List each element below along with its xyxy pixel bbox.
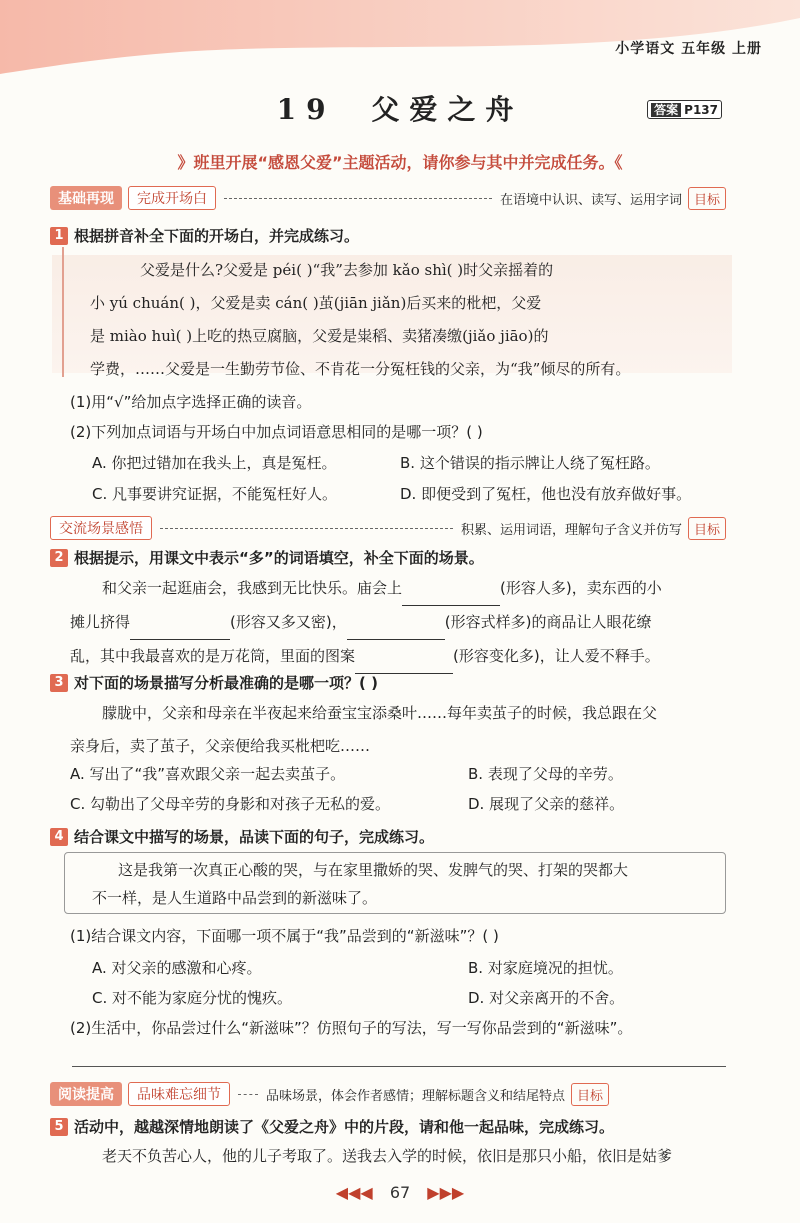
quote-line: 这是我第一次真正心酸的哭，与在家里撒娇的哭、发脾气的哭、打架的哭都大 bbox=[118, 861, 629, 879]
sub-question: (2)生活中，你品尝过什么“新滋味”？仿照句子的写法，写一写你品尝到的“新滋味”。 bbox=[70, 1019, 633, 1037]
divider bbox=[160, 528, 453, 529]
opening-passage bbox=[90, 254, 710, 386]
sub-question: (1)用“√”给加点字选择正确的读音。 bbox=[70, 393, 312, 411]
question-text: 结合课文中描写的场景，品读下面的句子，完成练习。 bbox=[74, 828, 435, 846]
section-tag: 阅读提高 bbox=[50, 1082, 122, 1106]
text-fragment: (形容又多又密)， bbox=[230, 613, 347, 631]
next-arrows: ▶▶▶ bbox=[427, 1183, 465, 1202]
question-number: 3 bbox=[50, 674, 68, 692]
option-c[interactable]: C. 对不能为家庭分忧的愧疚。 bbox=[92, 989, 293, 1007]
text-fragment: 和父亲一起逛庙会，我感到无比快乐。庙会上 bbox=[102, 579, 403, 597]
sub-question: (2)下列加点词语与开场白中加点词语意思相同的是哪一项？( ) bbox=[70, 423, 483, 441]
section-tag: 交流场景感悟 bbox=[50, 516, 152, 540]
question-2 bbox=[50, 547, 484, 568]
question-number: 4 bbox=[50, 828, 68, 846]
blank[interactable] bbox=[355, 640, 453, 674]
section-sub: 品味难忘细节 bbox=[128, 1082, 230, 1106]
option-c[interactable]: C. 凡事要讲究证据，不能冤枉好人。 bbox=[92, 485, 338, 503]
blank[interactable] bbox=[130, 606, 230, 640]
passage-line: 父爱是什么?父爱是 péi( )“我”去参加 kǎo shì( )时父亲摇着的 bbox=[140, 261, 554, 279]
question-text: 活动中，越越深情地朗读了《父爱之舟》中的片段，请和他一起品味，完成练习。 bbox=[74, 1118, 615, 1136]
quote-text bbox=[80, 856, 710, 912]
passage-line: 小 yú chuán( )，父爱是卖 cán( )茧(jiān jiǎn)后买来的枇杷，父爱 bbox=[90, 294, 542, 312]
answer-page: P137 bbox=[684, 103, 718, 117]
page-number: 67 bbox=[389, 1183, 411, 1202]
blank[interactable] bbox=[402, 572, 500, 606]
text-fragment: (形容人多)，卖东西的小 bbox=[500, 579, 662, 597]
section-tag: 基础再现 bbox=[50, 186, 122, 210]
text-fragment: 乱，其中我最喜欢的是万花筒，里面的图案 bbox=[70, 647, 356, 665]
blank[interactable] bbox=[347, 606, 445, 640]
lesson-name: 父爱之舟 bbox=[371, 93, 524, 126]
section-goal: 积累、运用词语，理解句子含义并仿写 bbox=[460, 522, 682, 538]
option-d[interactable]: D. 对父亲离开的不舍。 bbox=[468, 989, 625, 1007]
option-b[interactable]: B. 表现了父母的辛劳。 bbox=[468, 765, 623, 783]
goal-tag: 目标 bbox=[688, 187, 726, 210]
text-fragment: (形容变化多)，让人爱不释手。 bbox=[453, 647, 660, 665]
quote-line: 不一样，是人生道路中品尝到的新滋味了。 bbox=[92, 889, 378, 907]
question-text: 对下面的场景描写分析最准确的是哪一项？( ) bbox=[74, 674, 378, 692]
section-header-1 bbox=[50, 186, 726, 210]
sub-question: (1)结合课文内容，下面哪一项不属于“我”品尝到的“新滋味”？( ) bbox=[70, 927, 499, 945]
question-number: 1 bbox=[50, 227, 68, 245]
answer-badge bbox=[647, 100, 722, 119]
divider bbox=[224, 198, 492, 199]
prev-arrows: ◀◀◀ bbox=[335, 1183, 373, 1202]
question-1 bbox=[50, 225, 359, 246]
answer-label: 答案 bbox=[651, 103, 681, 117]
scene-passage bbox=[70, 697, 730, 763]
question-text: 根据提示，用课文中表示“多”的词语填空，补全下面的场景。 bbox=[74, 549, 484, 567]
lesson-number: 19 bbox=[276, 93, 336, 126]
passage-line: 亲身后，卖了茧子，父亲便给我买枇杷吃…… bbox=[70, 737, 371, 755]
passage-line: 老天不负苦心人，他的儿子考取了。送我去入学的时候，依旧是那只小船，依旧是姑爹 bbox=[102, 1147, 673, 1165]
text-fragment: (形容式样多)的商品让人眼花缭 bbox=[444, 613, 652, 631]
book-label: 小学语文 五年级 上册 bbox=[615, 41, 762, 57]
option-d[interactable]: D. 即便受到了冤枉，他也没有放弃做好事。 bbox=[400, 485, 692, 503]
option-a[interactable]: A. 你把过错加在我头上，真是冤枉。 bbox=[92, 454, 337, 472]
passage-line: 朦胧中，父亲和母亲在半夜起来给蚕宝宝添桑叶……每年卖茧子的时候，我总跟在父 bbox=[102, 704, 658, 722]
section-goal: 在语境中认识、读写、运用字词 bbox=[499, 192, 682, 208]
question-number: 5 bbox=[50, 1118, 68, 1136]
passage-line: 是 miào huì( )上吃的热豆腐脑，父爱是粜稻、卖猪凑缴(jiǎo jiāo)的 bbox=[90, 327, 549, 345]
question-number: 2 bbox=[50, 549, 68, 567]
option-a[interactable]: A. 写出了“我”喜欢跟父亲一起去卖茧子。 bbox=[70, 765, 346, 783]
section-goal: 品味场景，体会作者感情；理解标题含义和结尾特点 bbox=[266, 1088, 566, 1104]
option-a[interactable]: A. 对父亲的感激和心疼。 bbox=[92, 959, 262, 977]
question-4 bbox=[50, 826, 434, 847]
goal-tag: 目标 bbox=[688, 517, 726, 540]
question-3 bbox=[50, 672, 378, 693]
text-fragment: 摊儿挤得 bbox=[70, 613, 131, 631]
option-b[interactable]: B. 这个错误的指示牌让人绕了冤枉路。 bbox=[400, 454, 660, 472]
answer-line[interactable] bbox=[72, 1066, 726, 1067]
fill-passage bbox=[70, 572, 730, 674]
section-header-3 bbox=[50, 1082, 726, 1106]
option-b[interactable]: B. 对家庭境况的担忧。 bbox=[468, 959, 623, 977]
option-c[interactable]: C. 勾勒出了父母辛劳的身影和对孩子无私的爱。 bbox=[70, 795, 391, 813]
passage-line: 学费，……父爱是一生勤劳节俭、不肯花一分冤枉钱的父亲，为“我”倾尽的所有。 bbox=[90, 360, 631, 378]
page-footer bbox=[0, 1183, 800, 1202]
option-d[interactable]: D. 展现了父亲的慈祥。 bbox=[468, 795, 625, 813]
section-header-2 bbox=[50, 516, 726, 540]
intro-text: 》班里开展“感恩父爱”主题活动，请你参与其中并完成任务。《 bbox=[177, 153, 623, 172]
divider bbox=[238, 1094, 258, 1095]
goal-tag: 目标 bbox=[571, 1083, 609, 1106]
question-5 bbox=[50, 1116, 614, 1137]
question-text: 根据拼音补全下面的开场白，并完成练习。 bbox=[74, 227, 360, 245]
section-sub: 完成开场白 bbox=[128, 186, 216, 210]
